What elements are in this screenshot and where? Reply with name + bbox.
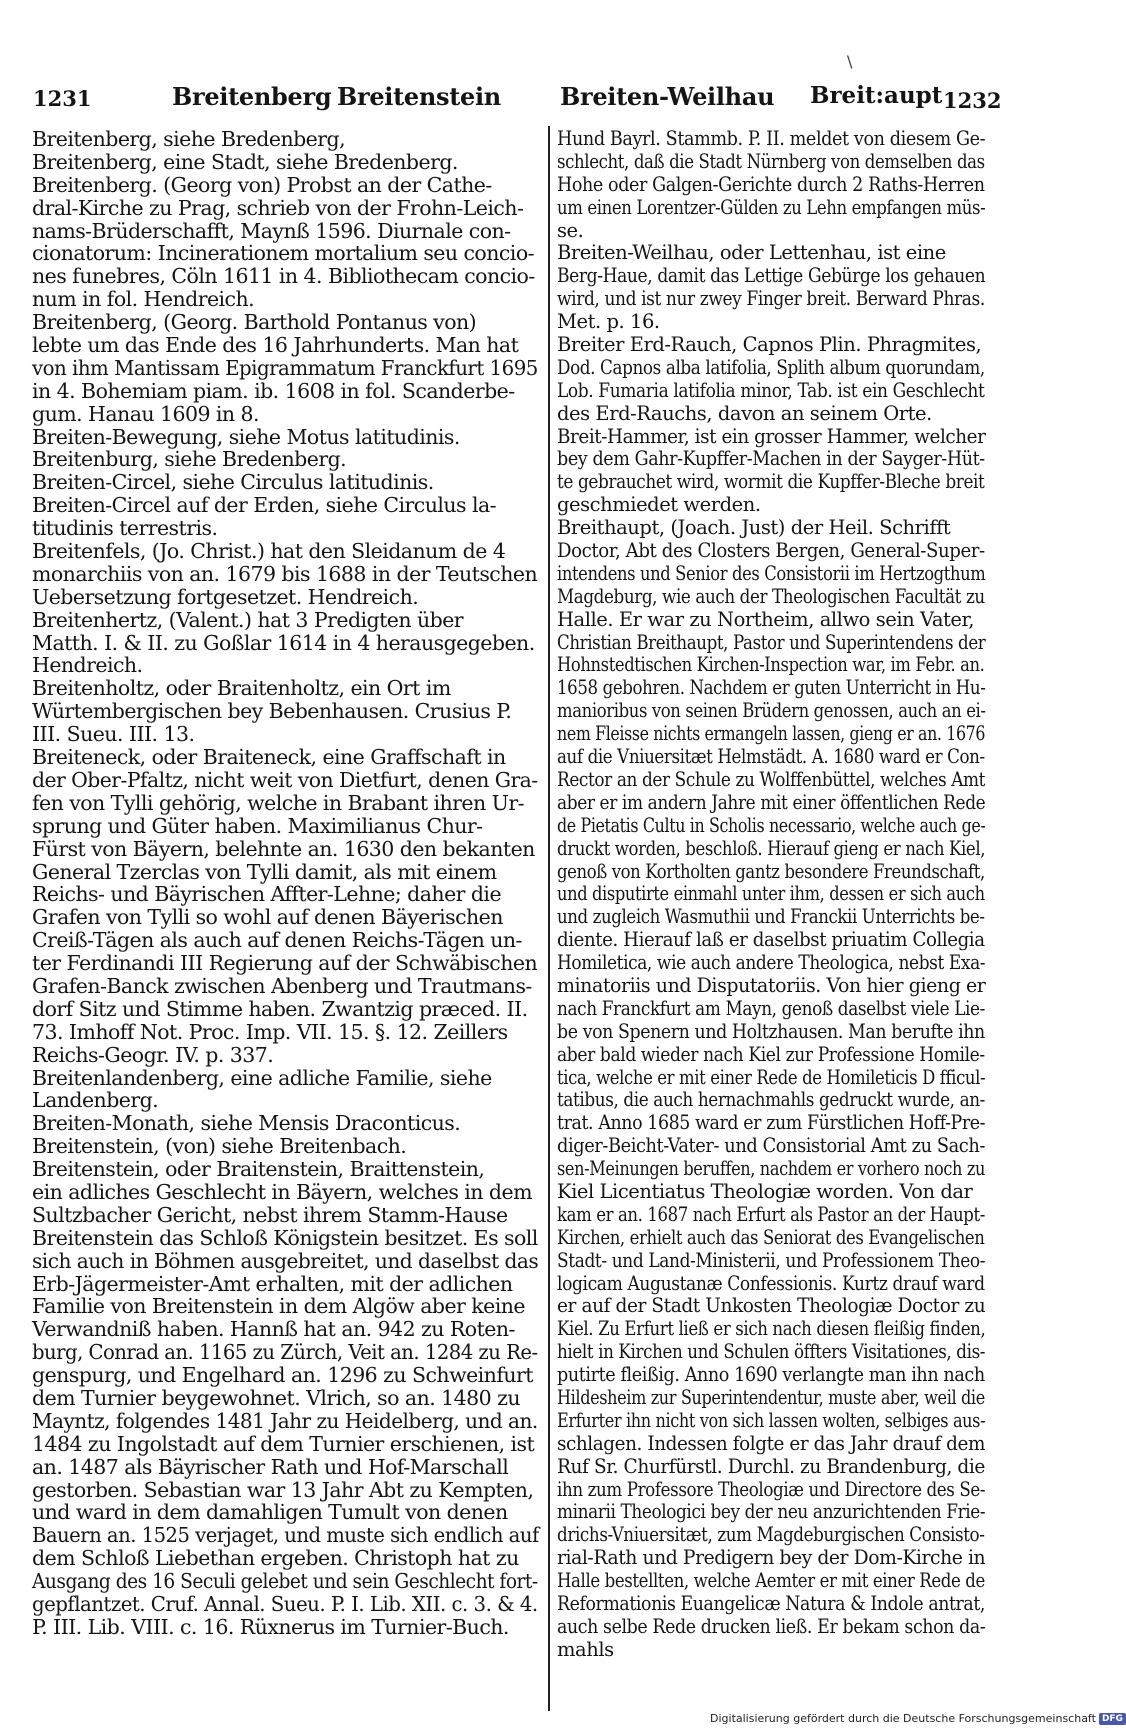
text-line: logicam Augustanæ Confessionis. Kurtz drauf ward	[557, 1271, 985, 1295]
text-line: monarchiis von an. 1679 bis 1688 in der Teutschen	[32, 561, 538, 586]
text-line: bey dem Gahr-Kupffer-Machen in der Sayger-Hüt-	[557, 447, 985, 471]
text-line: ein adliches Geschlecht in Bäyern, welches in dem	[32, 1179, 532, 1204]
text-line: Reichs- und Bäyrischen Affter-Lehne; daher die	[32, 882, 502, 907]
text-line: Breitenberg. (Georg von) Probst an der Cathe-	[32, 172, 492, 197]
text-line: Christian Breithaupt, Pastor und Superintendens der	[557, 630, 986, 654]
text-line: gum. Hanau 1609 in 8.	[32, 401, 260, 426]
text-line: Lob. Fumaria latifolia minor, Tab. ist ein Geschlecht	[557, 378, 985, 402]
text-line: Breitenberg, (Georg. Barthold Pontanus von)	[32, 310, 477, 335]
text-line: Mayntz, folgendes 1481 Jahr zu Heidelberg, und an.	[32, 1408, 538, 1433]
text-line: Breitenholtz, oder Braitenholtz, ein Ort im	[32, 676, 451, 701]
text-line: minarii Theologici bey der neu anzurichtenden Frie-	[557, 1500, 986, 1524]
text-line: wird, und ist nur zwey Finger breit. Berward Phras.	[557, 287, 985, 311]
text-line: nes funebres, Cöln 1611 in 4. Bibliothecam concio-	[32, 264, 535, 289]
text-line: num in fol. Hendreich.	[32, 287, 255, 312]
text-line: Breiteneck, oder Braiteneck, eine Graffschaft in	[32, 745, 506, 770]
text-line: er auf der Stadt Unkosten Theologiæ Doctor zu	[557, 1294, 986, 1318]
left-column	[32, 128, 538, 1639]
text-line: III. Sueu. III. 13.	[32, 722, 195, 747]
text-line: Ruf Sr. Churfürstl. Durchl. zu Brandenburg, die	[557, 1454, 985, 1478]
text-line: drichs-Vniuersitæt, zum Magdeburgischen Consisto-	[557, 1523, 985, 1547]
text-line: schlagen. Indessen folgte er das Jahr drauf dem	[557, 1431, 985, 1455]
text-line: gepflantzet. Cruf. Annal. Sueu. P. I. Lib. XII. c. 3. & 4.	[32, 1592, 538, 1616]
text-line: ihn zum Professore Theologiæ und Directore des Se-	[557, 1477, 986, 1501]
text-line: Breitenfels, (Jo. Christ.) hat den Sleidanum de 4	[32, 539, 506, 564]
text-line: manioribus von seinen Brüdern genossen, auch an ei-	[557, 699, 986, 723]
text-line: Grafen-Banck zwischen Abenberg und Trautmans-	[32, 973, 532, 998]
text-line: Fürst von Bäyern, belehnte an. 1630 den bekanten	[32, 836, 535, 861]
page-number-right: 1232	[943, 88, 1002, 113]
text-line: tica, welche er mit einer Rede de Homileticis D fficul-	[557, 1065, 986, 1089]
text-line: 73. Imhoff Not. Proc. Imp. VII. 15. §. 12. Zeillers	[32, 1019, 508, 1044]
catchword-right-2: Breit:aupt	[810, 82, 943, 109]
text-line: Doctor, Abt des Closters Bergen, General-Super-	[557, 539, 985, 563]
text-line: Breitenlandenberg, eine adliche Familie, siehe	[32, 1065, 492, 1090]
text-line: Halle. Er war zu Northeim, allwo sein Vater,	[557, 607, 974, 631]
text-line: druckt worden, beschloß. Hierauf gieng er nach Kiel,	[557, 836, 986, 860]
text-line: des Erd-Rauchs, davon an seinem Orte.	[557, 401, 932, 425]
text-line: Breiten-Bewegung, siehe Motus latitudinis.	[32, 424, 460, 449]
text-line: dem Schloß Liebethan ergeben. Christoph hat zu	[32, 1546, 519, 1571]
text-line: Breitenburg, siehe Bredenberg.	[32, 447, 347, 472]
text-line: Ausgang des 16 Seculi gelebet und sein Geschlecht fort-	[32, 1569, 538, 1594]
text-line: nem Fleisse nichts ermangeln lassen, gieng er an. 1676	[557, 722, 986, 746]
text-line: Hendreich.	[32, 653, 143, 678]
text-line: Verwandniß haben. Hannß hat an. 942 zu Roten-	[32, 1317, 515, 1342]
text-line: auch selbe Rede drucken ließ. Er bekam schon da-	[557, 1614, 986, 1638]
text-line: be von Spenern und Holtzhausen. Man berufte ihn	[557, 1019, 985, 1043]
text-line: von ihm Mantissam Epigrammatum Franckfurt 1695	[32, 355, 538, 380]
text-line: Breiter Erd-Rauch, Capnos Plin. Phragmites,	[557, 333, 982, 357]
text-line: Hildesheim zur Superintendentur, muste aber, weil die	[557, 1385, 985, 1409]
text-line: titudinis terrestris.	[32, 516, 218, 541]
text-line: und disputirte einmahl unter ihm, dessen er sich auch	[557, 882, 985, 906]
text-line: Reformationis Euangelicæ Natura & Indole antrat,	[557, 1592, 986, 1615]
text-line: Breitenberg, siehe Bredenberg,	[32, 127, 346, 151]
text-line: Matth. I. & II. zu Goßlar 1614 in 4 herausgegeben.	[32, 630, 535, 655]
text-line: de Pietatis Cultu in Scholis necessario, welche auch ge-	[557, 813, 986, 837]
text-line: diger-Beicht-Vater- und Consistorial Amt zu Sach-	[557, 1134, 985, 1158]
text-line: Bauern an. 1525 verjaget, und muste sich endlich auf	[32, 1523, 539, 1548]
text-line: se.	[557, 218, 584, 242]
text-line: dorf Sitz und Stimme haben. Zwantzig præced. II.	[32, 996, 528, 1021]
right-column	[557, 128, 985, 1662]
text-line: burg, Conrad an. 1165 zu Zürch, Veit an. 1284 zu Re-	[32, 1340, 538, 1365]
text-line: Magdeburg, wie auch der Theologischen Facultät zu	[557, 584, 985, 608]
text-line: mahls	[557, 1637, 614, 1661]
catchword-right-1: Breiten-Weilhau	[560, 82, 775, 111]
text-line: kam er an. 1687 nach Erfurt als Pastor an der Haupt-	[557, 1202, 985, 1226]
text-line: fen von Tylli gehörig, welche in Brabant ihren Ur-	[32, 790, 524, 815]
text-line: um einen Lorentzer-Gülden zu Lehn empfangen müs-	[557, 195, 986, 219]
text-line: auf die Vniuersitæt Helmstädt. A. 1680 ward er Con-	[557, 745, 985, 769]
text-line: Landenberg.	[32, 1088, 159, 1113]
text-line: Reichs-Geogr. IV. p. 337.	[32, 1042, 274, 1067]
text-line: Breitenberg, eine Stadt, siehe Bredenberg.	[32, 149, 458, 174]
text-line: minatoriis und Disputatoriis. Von hier gieng er	[557, 973, 986, 997]
column-divider	[548, 126, 550, 1711]
text-line: und zugleich Wasmuthii und Franckii Unterrichts be-	[557, 905, 985, 929]
text-line: der Ober-Pfaltz, nicht weit von Dietfurt, denen Gra-	[32, 767, 538, 792]
digitization-footer	[710, 1712, 1126, 1725]
catchword-left-2: Breitenstein	[337, 82, 501, 111]
text-line: Breitenhertz, (Valent.) hat 3 Predigten über	[32, 607, 464, 632]
text-line: genspurg, und Engelhard an. 1296 zu Schweinfurt	[32, 1363, 533, 1388]
text-line: in 4. Bohemiam piam. ib. 1608 in fol. Scanderbe-	[32, 378, 515, 403]
text-line: Hohnstedtischen Kirchen-Inspection war, im Febr. an.	[557, 653, 985, 677]
text-line: tatibus, die auch hernachmahls gedruckt wurde, an-	[557, 1088, 985, 1112]
text-line: Halle bestellten, welche Aemter er mit einer Rede de	[557, 1569, 985, 1593]
text-line: Kirchen, erhielt auch das Seniorat des Evangelischen	[557, 1225, 985, 1249]
text-line: Breitenstein das Schloß Königstein besitzet. Es soll	[32, 1225, 538, 1250]
text-line: an. 1487 als Bäyrischer Rath und Hof-Marschall	[32, 1454, 509, 1479]
text-line: General Tzerclas von Tylli damit, als mit einem	[32, 859, 497, 884]
text-line: Würtembergischen bey Bebenhausen. Crusius P.	[32, 699, 512, 724]
text-line: genoß von Kortholten gantz besondere Freundschaft,	[557, 859, 985, 883]
text-line: te gebrauchet wird, wormit die Kupffer-Bleche breit	[557, 470, 985, 494]
footer-credit: Digitalisierung gefördert durch die Deutsche Forschungsgemeinschaft	[710, 1712, 1096, 1725]
text-line: hielt in Kirchen und Schulen öffters Visitationes, dis-	[557, 1340, 986, 1364]
text-line: Homiletica, wie auch andere Theologica, nebst Exa-	[557, 951, 986, 975]
text-line: Hund Bayrl. Stammb. P. II. meldet von diesem Ge-	[557, 127, 986, 150]
text-line: Breithaupt, (Joach. Just) der Heil. Schrifft	[557, 516, 951, 540]
text-line: Breit-Hammer, ist ein grosser Hammer, welcher	[557, 424, 986, 448]
running-header	[0, 82, 1000, 116]
text-line: Dod. Capnos alba latifolia, Splith album quorundam,	[557, 355, 985, 379]
text-line: aber bald wieder nach Kiel zur Professione Homile-	[557, 1042, 985, 1066]
text-line: Hohe oder Galgen-Gerichte durch 2 Raths-Herren	[557, 172, 985, 196]
text-line: dem Turnier beygewohnet. Vlrich, so an. 1480 zu	[32, 1385, 520, 1410]
text-line: gestorben. Sebastian war 13 Jahr Abt zu Kempten,	[32, 1477, 534, 1502]
text-line: dral-Kirche zu Prag, schrieb von der Frohn-Leich-	[32, 195, 524, 220]
catchword-left-1: Breitenberg	[172, 82, 332, 111]
text-line: Creiß-Tägen als auch auf denen Reichs-Tägen un-	[32, 928, 522, 953]
text-line: Breiten-Circel auf der Erden, siehe Circulus la-	[32, 493, 497, 518]
text-line: schlecht, daß die Stadt Nürnberg von demselben das	[557, 149, 985, 173]
text-line: cionatorum: Incinerationem mortalium seu concio-	[32, 241, 534, 266]
text-line: nach Franckfurt am Mayn, genoß daselbst viele Lie-	[557, 996, 985, 1020]
text-line: Kiel Licentiatus Theologiæ worden. Von dar	[557, 1179, 973, 1203]
text-line: Breitenstein, (von) siehe Breitenbach.	[32, 1134, 407, 1159]
text-line: Berg-Haue, damit das Lettige Gebürge los gehauen	[557, 264, 986, 288]
text-line: sich auch in Böhmen ausgebreitet, und daselbst das	[32, 1248, 539, 1273]
text-line: Breiten-Weilhau, oder Lettenhau, ist eine	[557, 241, 946, 265]
text-line: 1658 gebohren. Nachdem er guten Unterricht in Hu-	[557, 676, 986, 700]
text-line: und ward in dem damahligen Tumult von denen	[32, 1500, 508, 1525]
stray-mark: \	[847, 52, 853, 71]
text-line: ter Ferdinandi III Regierung auf der Schwäbischen	[32, 951, 538, 976]
page-number-left: 1231	[33, 86, 92, 111]
text-line: sprung und Güter haben. Maximilianus Chur-	[32, 813, 483, 838]
dfg-logo: DFG	[1099, 1713, 1126, 1725]
text-line: Breitenstein, oder Braitenstein, Braittenstein,	[32, 1157, 485, 1182]
text-line: nams-Brüderschafft, Maynß 1596. Diurnale con-	[32, 218, 511, 243]
text-line: Familie von Breitenstein in dem Algöw aber keine	[32, 1294, 525, 1319]
text-line: lebte um das Ende des 16 Jahrhunderts. Man hat	[32, 333, 519, 358]
text-line: intendens und Senior des Consistorii im Hertzogthum	[557, 561, 986, 585]
text-line: Uebersetzung fortgesetzet. Hendreich.	[32, 584, 419, 609]
text-line: aber er im andern Jahre mit einer öffentlichen Rede	[557, 790, 986, 814]
text-line: rial-Rath und Predigern bey der Dom-Kirche in	[557, 1546, 986, 1570]
text-line: Met. p. 16.	[557, 310, 660, 334]
text-line: trat. Anno 1685 ward er zum Fürstlichen Hoff-Pre-	[557, 1111, 986, 1135]
text-line: sen-Meinungen beruffen, nachdem er vorhero noch zu	[557, 1157, 986, 1181]
text-line: Breiten-Circel, siehe Circulus latitudinis.	[32, 470, 434, 495]
text-line: Stadt- und Land-Ministerii, und Professionem Theo-	[557, 1248, 986, 1272]
text-line: Breiten-Monath, siehe Mensis Draconticus.	[32, 1111, 461, 1136]
text-line: 1484 zu Ingolstadt auf dem Turnier erschienen, ist	[32, 1431, 535, 1456]
text-line: Erb-Jägermeister-Amt erhalten, mit der adlichen	[32, 1271, 513, 1296]
text-line: putirte fleißig. Anno 1690 verlangte man ihn nach	[557, 1363, 985, 1387]
text-line: Erfurter ihn nicht von sich lassen wolten, selbiges aus-	[557, 1408, 986, 1432]
text-line: Sultzbacher Gericht, nebst ihrem Stamm-Hause	[32, 1202, 508, 1227]
text-line: Rector an der Schule zu Wolffenbüttel, welches Amt	[557, 767, 986, 791]
text-line: geschmiedet werden.	[557, 493, 761, 517]
text-line: Grafen von Tylli so wohl auf denen Bäyerischen	[32, 905, 503, 930]
text-line: P. III. Lib. VIII. c. 16. Rüxnerus im Turnier-Buch.	[32, 1614, 509, 1639]
text-line: Kiel. Zu Erfurt ließ er sich nach diesen fleißig finden,	[557, 1317, 986, 1341]
text-line: diente. Hierauf laß er daselbst priuatim Collegia	[557, 928, 985, 952]
